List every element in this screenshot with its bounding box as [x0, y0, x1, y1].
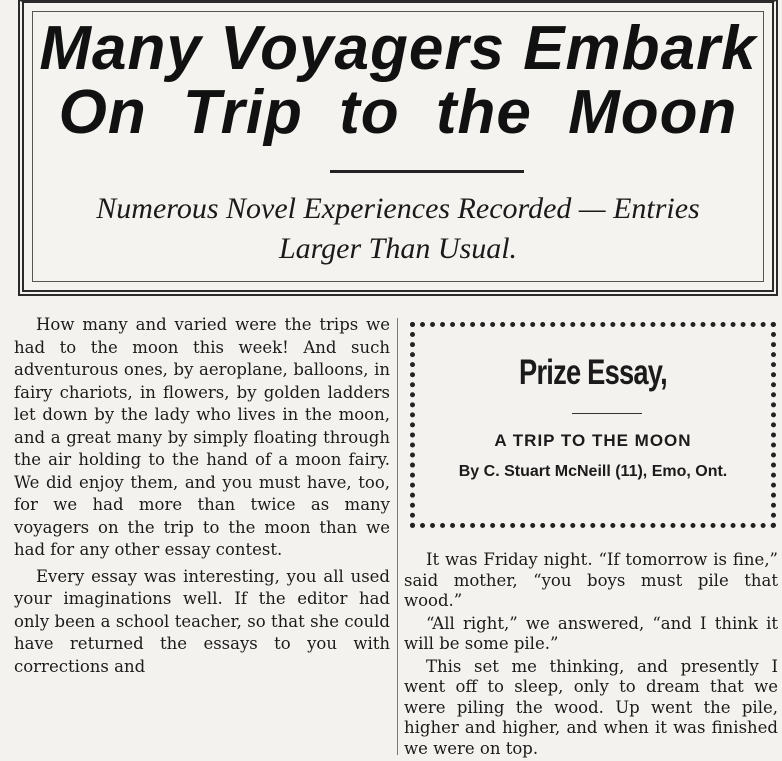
headline-line-1: Many Voyagers Embark — [39, 14, 757, 83]
essay-title: A TRIP TO THE MOON — [494, 431, 692, 450]
subheadline-line-2: Larger Than Usual. — [278, 232, 518, 265]
headline-box — [18, 0, 778, 296]
column-divider — [397, 318, 398, 755]
left-paragraph-1: How many and varied were the trips we had to the moon this week! And such adventurous ones, by aeroplane, balloons, in fairy chariots, in flowers, by golden ladders let down by the lady who lives in the moon, and a great many by simply floating through the air holding to the hand of a moon fairy. We did enjoy them, and you must have, too, for we had more than twice as many voyagers on the trip to the moon than we had for any other essay contest. — [14, 315, 390, 559]
headline — [24, 14, 772, 147]
headline-rule — [330, 170, 524, 173]
headline-line-2: On Trip to the Moon — [58, 78, 738, 147]
right-column — [404, 550, 778, 761]
right-paragraph-3: This set me thinking, and presently I went off to sleep, only to dream that we were piling the wood. Up went the pile, higher and higher, and when it was finished we were on top. — [404, 656, 778, 758]
prize-essay-title: Prize Essay, — [519, 353, 667, 392]
prize-essay-rule — [572, 413, 642, 414]
left-paragraph-2: Every essay was interesting, you all used your imaginations well. If the editor had only been a school teacher, so that she could have returned the essays to you with corrections and — [14, 566, 390, 676]
essay-byline: By C. Stuart McNeill (11), Emo, Ont. — [458, 463, 728, 480]
left-column — [14, 314, 390, 682]
subheadline-line-1: Numerous Novel Experiences Recorded — Entries — [96, 192, 700, 225]
right-paragraph-1: It was Friday night. “If tomorrow is fine,” said mother, “you boys must pile that wood.” — [404, 550, 778, 610]
subheadline — [24, 189, 772, 269]
right-paragraph-2: “All right,” we answered, “and I think it will be some pile.” — [404, 613, 778, 653]
prize-essay-box — [410, 322, 776, 528]
